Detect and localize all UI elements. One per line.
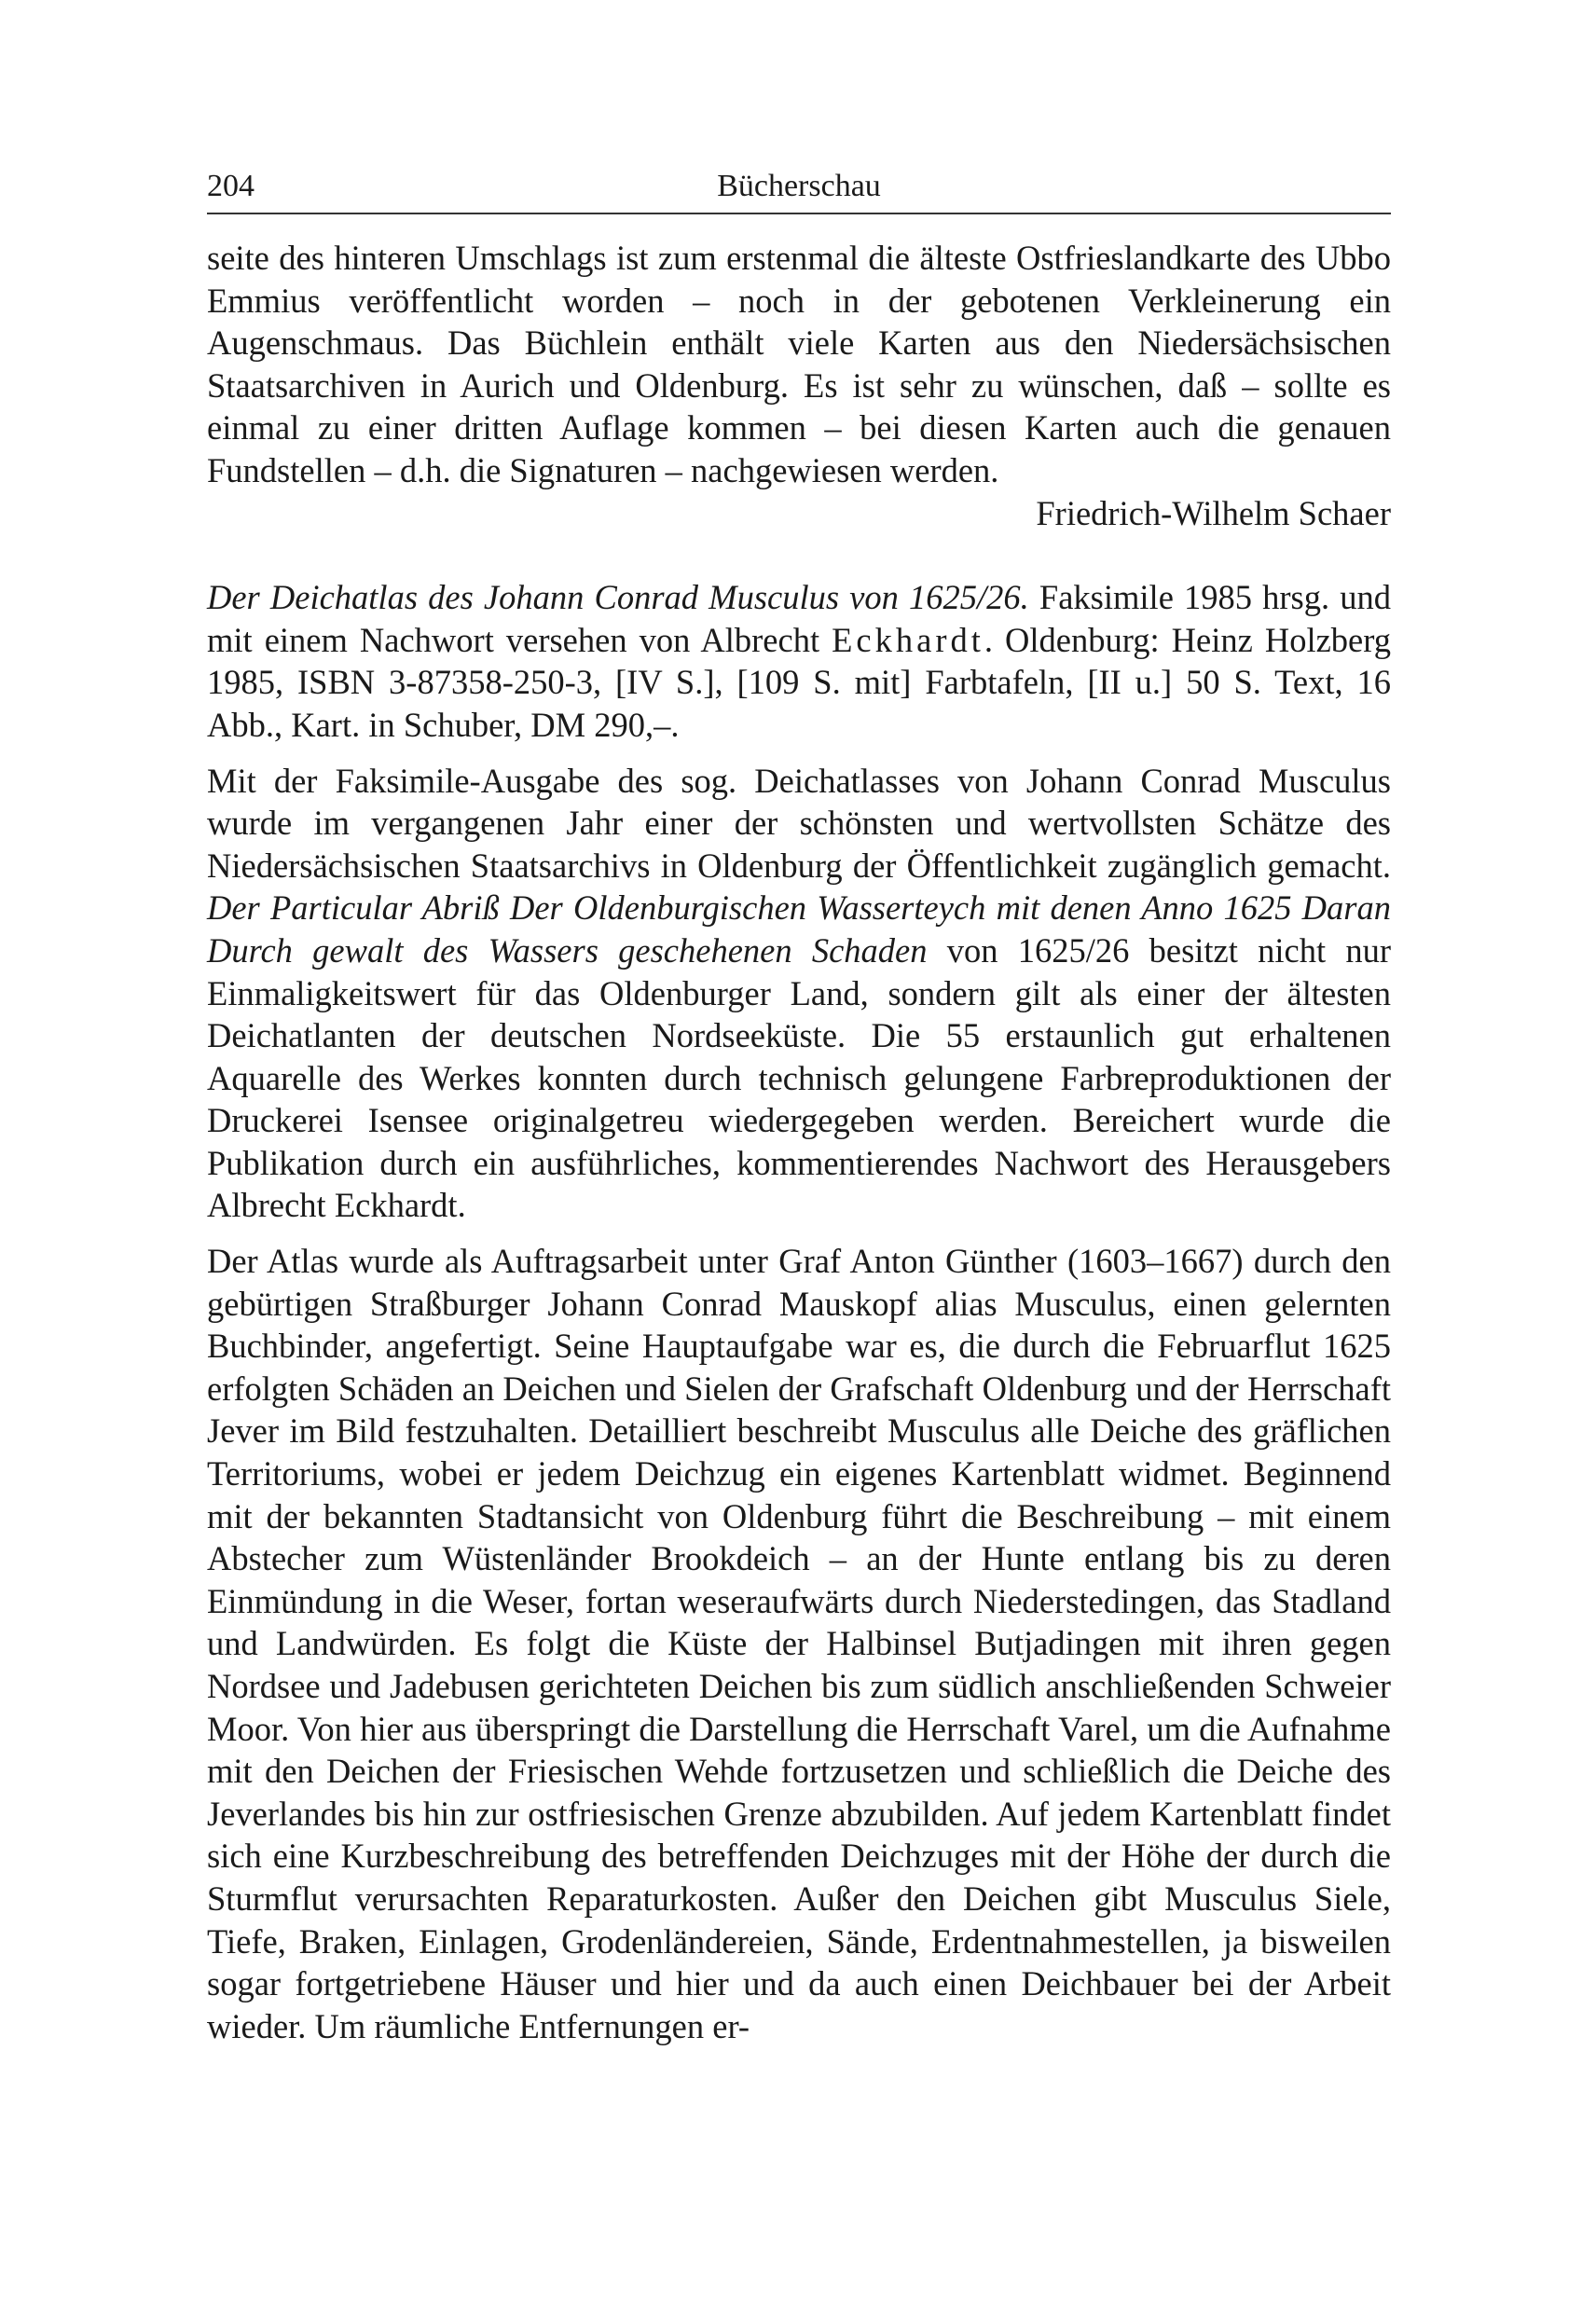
editor-name: Eckhardt	[832, 620, 984, 659]
reviewer-signature: Friedrich-Wilhelm Schaer	[1036, 493, 1391, 532]
review2-paragraph-1	[207, 760, 1391, 1228]
p1-italic-title: Der Particular Abriß Der Oldenburgischen Wasserteych mit denen Anno 1625 Daran Durch gewalt des Wassers geschehenen Schaden	[207, 888, 1391, 970]
review1-text: seite des hinteren Umschlags ist zum erstenmal die älteste Ostfrieslandkarte des Ubbo Emmius veröffentlicht worden – noch in der gebotenen Verkleinerung ein Augenschmaus. Das Büchlein enthält viele Karten aus den Niedersächsischen Staatsarchiven in Aurich und Oldenburg. Es ist sehr zu wünschen, daß – sollte es einmal zu einer dritten Auflage kommen – bei diesen Karten auch die genauen Fundstellen – d.h. die Signaturen – nachgewiesen werden.	[207, 239, 1391, 489]
book-title: Der Deichatlas des Johann Conrad Musculus von 1625/26.	[207, 578, 1029, 617]
running-title: Bücherschau	[717, 169, 881, 203]
biblio-part2: . Oldenburg: Heinz Holzberg 1985, ISBN 3-87358-250-3, [IV S.], [109 S. mit] Farbtafeln, [II u.] 50 S. Text, 16 Abb., Kart. in Schuber, DM 290,–.	[207, 620, 1391, 744]
review2-paragraph-2: Der Atlas wurde als Auftragsarbeit unter Graf Anton Günther (1603–1667) durch den gebürtigen Straßburger Johann Conrad Mauskopf alias Musculus, einen gelernten Buchbinder, angefertigt. Seine Hauptaufgabe war es, die durch die Februarflut 1625 erfolgten Schäden an Deichen und Sielen der Grafschaft Oldenburg und der Herrschaft Jever im Bild festzuhalten. Detailliert beschreibt Musculus alle Deiche des gräflichen Territoriums, wobei er jedem Deichzug ein eigenes Kartenblatt widmet. Beginnend mit der bekannten Stadtansicht von Oldenburg führt die Beschreibung – mit einem Abstecher zum Wüstenländer Brookdeich – an der Hunte entlang bis zu deren Einmündung in die Weser, fortan weseraufwärts durch Niederstedingen, das Stadland und Landwürden. Es folgt die Küste der Halbinsel Butjadingen mit ihren gegen Nordsee und Jadebusen gerichteten Deichen bis zum südlich anschließenden Schweier Moor. Von hier aus überspringt die Darstellung die Herrschaft Varel, um die Aufnahme mit den Deichen der Friesischen Wehde fortzusetzen und schließlich die Deiche des Jeverlandes bis hin zur ostfriesischen Grenze abzubilden. Auf jedem Kartenblatt findet sich eine Kurzbeschreibung des betreffenden Deichzuges mit der Höhe der durch die Sturmflut verursachten Reparaturkosten. Außer den Deichen gibt Musculus Siele, Tiefe, Braken, Einlagen, Grodenländereien, Sände, Erdentnahmestellen, ja bisweilen sogar fortgetriebene Häuser und hier und da auch einen Deichbauer bei der Arbeit wieder. Um räumliche Entfernungen er-	[207, 1242, 1391, 2045]
bibliographic-entry	[207, 576, 1391, 746]
p1-part1: Mit der Faksimile-Ausgabe des sog. Deichatlasses von Johann Conrad Musculus wurde im vergangenen Jahr einer der schönsten und wertvollsten Schätze des Niedersächsischen Staatsarchivs in Oldenburg der Öffentlichkeit zugänglich gemacht.	[207, 761, 1391, 885]
biblio-part1: Faksimile 1985 hrsg. und mit einem Nachwort versehen von Albrecht	[207, 578, 1391, 659]
p1-part2: von 1625/26 besitzt nicht nur Einmaligkeitswert für das Oldenburger Land, sondern gilt als einer der ältesten Deichatlanten der deutschen Nordseeküste. Die 55 erstaunlich gut erhaltenen Aquarelle des Werkes konnten durch technisch gelungene Farbreproduktionen der Druckerei Isensee originalgetreu wiedergegeben werden. Bereichert wurde die Publikation durch ein ausführliches, kommentierendes Nachwort des Herausgebers Albrecht Eckhardt.	[207, 930, 1392, 1225]
page-body	[207, 237, 1391, 2047]
page-header	[207, 168, 1391, 214]
page-number: 204	[207, 169, 255, 203]
page	[207, 168, 1391, 2047]
